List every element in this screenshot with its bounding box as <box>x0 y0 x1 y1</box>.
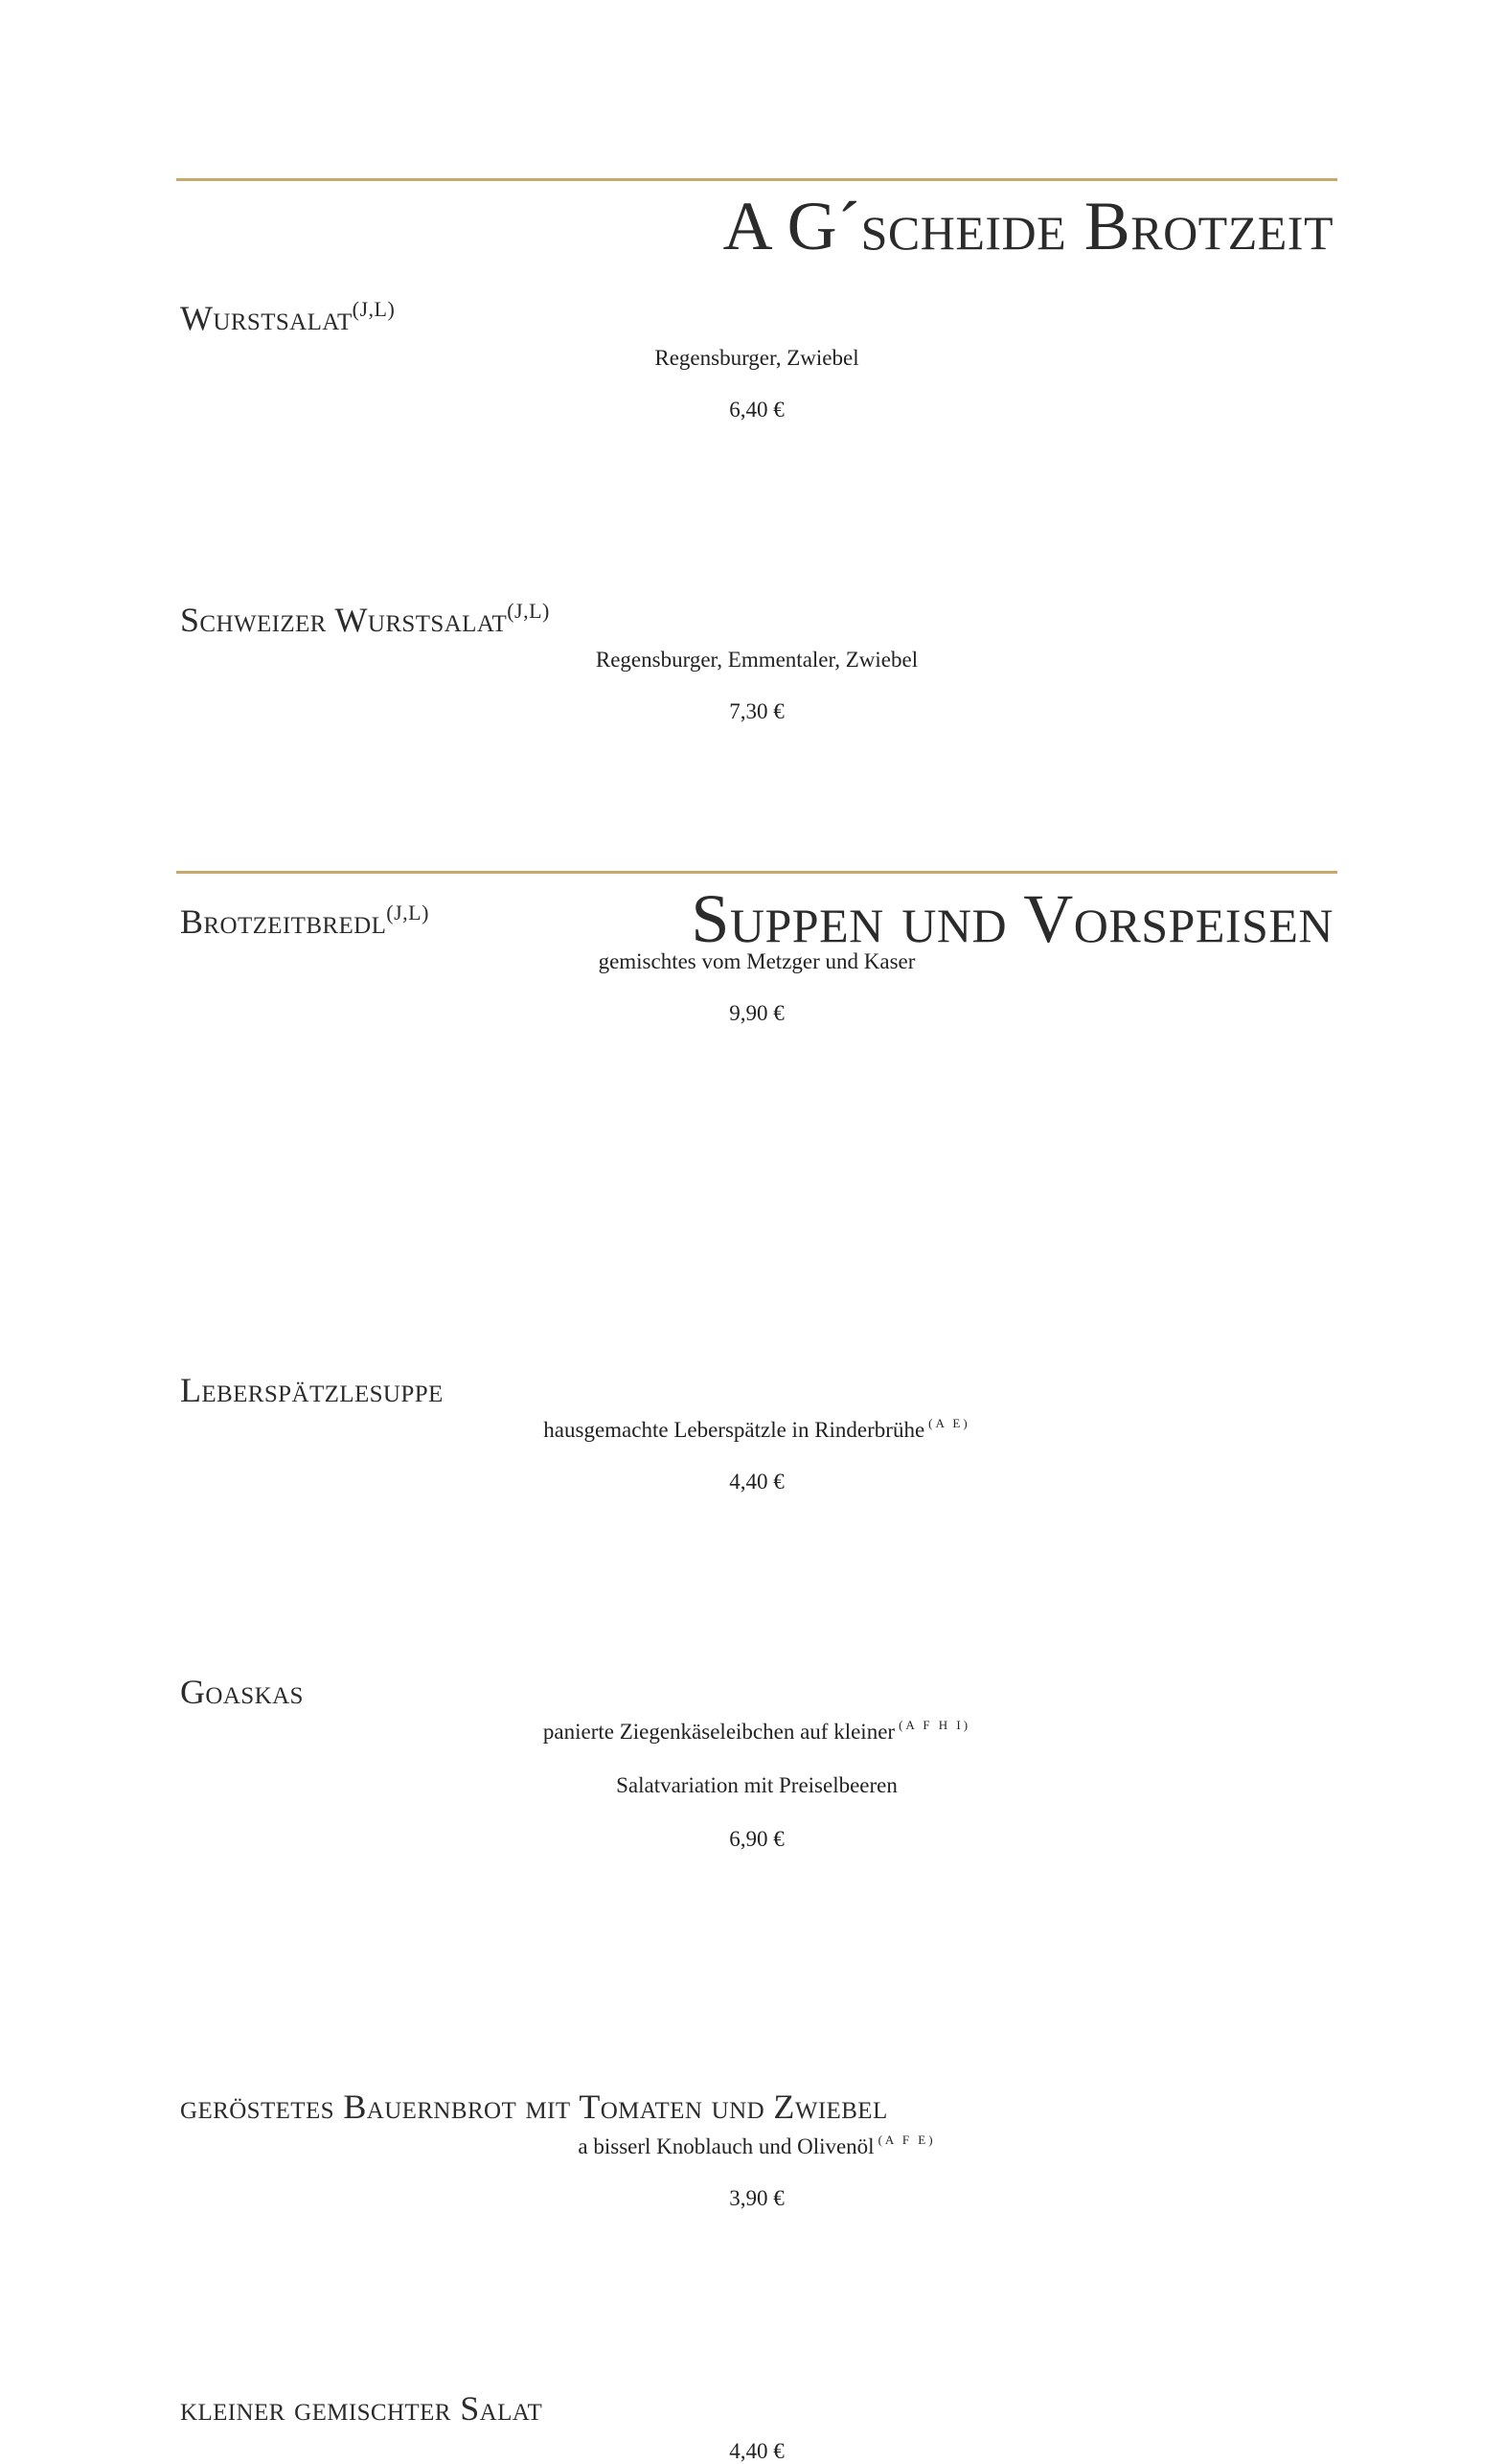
menu-item-leberspaetzlesuppe <box>176 1369 1337 1494</box>
section-title: Suppen und Vorspeisen <box>691 880 1334 957</box>
item-description: panierte Ziegenkäseleibchen auf kleiner $^{(A F H I)}$ <box>542 1718 971 1744</box>
item-price: 6,40 € <box>729 398 785 422</box>
item-name: Leberspätzlesuppe <box>180 1371 444 1409</box>
item-description: gemischtes vom Metzger und Kaser <box>598 949 916 973</box>
item-price: 7,30 € <box>729 699 785 723</box>
item-name: Schweizer Wurstsalat$^{(J,L)}$ <box>180 599 550 639</box>
item-name: kleiner gemischter Salat <box>180 2389 543 2428</box>
item-name: Wurstsalat$^{(J,L)}$ <box>180 297 396 337</box>
item-description: a bisserl Knoblauch und Olivenöl $^{(A F E)}$ <box>578 2133 936 2158</box>
item-allergens: (A F E) <box>878 2133 936 2147</box>
item-price: 4,40 € <box>729 1470 785 1494</box>
section-divider <box>176 178 1337 181</box>
section-brotzeit <box>176 178 1337 267</box>
item-description: hausgemachte Leberspätzle in Rinderbrühe $^{(A E)}$ <box>543 1416 970 1442</box>
menu-item-kleiner-salat <box>176 2387 1337 2464</box>
item-description: Regensburger, Zwiebel <box>654 346 859 370</box>
item-description: Regensburger, Emmentaler, Zwiebel <box>595 648 919 672</box>
menu-item-wurstsalat <box>176 297 1337 422</box>
item-name: Brotzeitbredl$^{(J,L)}$ <box>180 901 429 941</box>
section-suppen <box>176 871 1337 960</box>
section-divider <box>176 871 1337 874</box>
section-title: A G´scheide Brotzeit <box>722 188 1334 264</box>
item-price: 9,90 € <box>729 1001 785 1025</box>
menu-item-schweizer-wurstsalat <box>176 599 1337 724</box>
item-price: 6,90 € <box>729 1827 785 1851</box>
item-allergens: (A F H I) <box>899 1718 971 1732</box>
item-description: Salatvariation mit Preiselbeeren <box>616 1773 898 1797</box>
item-name: Goaskas <box>180 1673 304 1711</box>
item-allergens: (J,L) <box>507 599 550 623</box>
item-price: 3,90 € <box>729 2186 785 2210</box>
item-allergens: (A E) <box>928 1416 970 1430</box>
item-name: geröstetes Bauernbrot mit Tomaten und Zwiebel <box>180 2088 888 2126</box>
item-allergens: (J,L) <box>352 297 396 321</box>
menu-item-goaskas <box>176 1671 1337 1852</box>
item-price: 4,40 € <box>729 2439 785 2463</box>
menu-item-bauernbrot <box>176 2086 1337 2211</box>
item-allergens: (J,L) <box>386 901 429 924</box>
